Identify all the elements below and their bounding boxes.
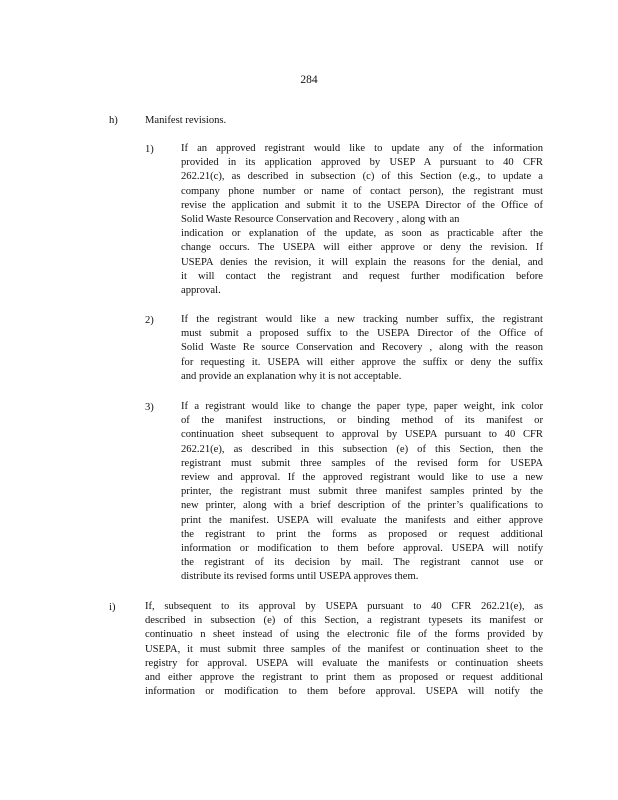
- section-i-paragraph: [145, 600, 543, 699]
- item-3-line: printer, the registrant must submit three manifest samples printed by the: [181, 486, 543, 498]
- item-3-line: review and approval. If the approved registrant would like to use a new: [181, 471, 543, 483]
- item-3-paragraph: [181, 400, 543, 584]
- item-3-line: distribute its revised forms until USEPA approves them.: [181, 571, 419, 583]
- item-2-label: 2): [145, 315, 154, 326]
- item-3-line: information or modification to them before approval. USEPA will notify: [181, 542, 543, 554]
- item-1-line-revised: [181, 213, 543, 227]
- item-2-line: and provide an explanation why it is not acceptable.: [181, 370, 402, 382]
- item-1-line-revised-text: Solid Waste Resource Conservation and Recovery , along with an: [181, 213, 460, 225]
- section-h-heading: Manifest revisions.: [145, 115, 227, 126]
- item-2-line: If the registrant would like a new tracking number suffix, the registrant: [181, 314, 543, 325]
- item-1-line: company phone number or name of contact person), the registrant must: [181, 185, 543, 197]
- item-1-line: USEPA denies the revision, it will explain the reasons for the denial, and: [181, 256, 543, 268]
- item-3-line: the registrant of its decision by mail. The registrant cannot use or: [181, 557, 543, 569]
- item-3-line: continuation sheet subsequent to approval by USEPA pursuant to 40 CFR: [181, 429, 543, 441]
- item-3-line: If a registrant would like to change the paper type, paper weight, ink color: [181, 401, 543, 412]
- section-i-line: If, subsequent to its approval by USEPA pursuant to 40 CFR 262.21(e), as: [145, 601, 543, 612]
- section-h-label: h): [109, 115, 118, 126]
- item-3-line: the registrant to print the forms as proposed or request additional: [181, 528, 543, 540]
- item-1-paragraph: [181, 142, 543, 298]
- item-3-line: registrant must submit three samples of the revised form for USEPA: [181, 457, 543, 469]
- item-1-line: provided in its application approved by USEP A pursuant to 40 CFR: [181, 157, 543, 169]
- item-1-line: revise the application and submit it to the USEPA Director of the Office of: [181, 199, 543, 211]
- item-3-line: print the manifest. USEPA will evaluate the manifests and either approve: [181, 514, 543, 526]
- item-1-line: 262.21(c), as described in subsection (c) of this Section (e.g., to update a: [181, 171, 543, 183]
- page-number: 284: [300, 74, 318, 86]
- item-2-paragraph: [181, 313, 543, 384]
- section-i-line: described in subsection (e) of this Section, a registrant typesets its manifest or: [145, 615, 543, 627]
- item-1-line: approval.: [181, 284, 221, 296]
- item-1-line: If an approved registrant would like to update any of the information: [181, 143, 543, 154]
- item-1-label: 1): [145, 144, 154, 155]
- item-2-line: for requesting it. USEPA will either approve the suffix or deny the suffix: [181, 356, 543, 368]
- item-2-line-revised: Solid Waste Re source Conservation and Recovery , along with the reason: [181, 342, 543, 354]
- item-3-line: of the manifest instructions, or binding method of its manifest or: [181, 415, 543, 427]
- section-i-line: information or modification to them before approval. USEPA will notify the: [145, 686, 543, 698]
- item-1-line: indication or explanation of the update, as soon as practicable after the: [181, 228, 543, 240]
- item-3-line: 262.21(e), as described in this subsection (e) of this Section, then the: [181, 443, 543, 455]
- section-i-line: USEPA, it must submit three samples of the manifest or continuation sheet to the: [145, 643, 543, 655]
- section-i-line: registry for approval. USEPA will evaluate the manifests or continuation sheets: [145, 657, 543, 669]
- item-1-line: change occurs. The USEPA will either approve or deny the revision. If: [181, 242, 543, 254]
- section-i-label: i): [109, 602, 116, 613]
- item-1-line: it will contact the registrant and request further modification before: [181, 270, 543, 282]
- section-i-line: continuatio n sheet instead of using the electronic file of the forms provided by: [145, 629, 543, 641]
- section-i-line: and either approve the registrant to print them as proposed or request additional: [145, 671, 543, 683]
- item-3-line: new printer, along with a brief description of the printer’s qualifications to: [181, 500, 543, 512]
- item-3-label: 3): [145, 402, 154, 413]
- item-2-line: must submit a proposed suffix to the USEPA Director of the Office of: [181, 328, 543, 340]
